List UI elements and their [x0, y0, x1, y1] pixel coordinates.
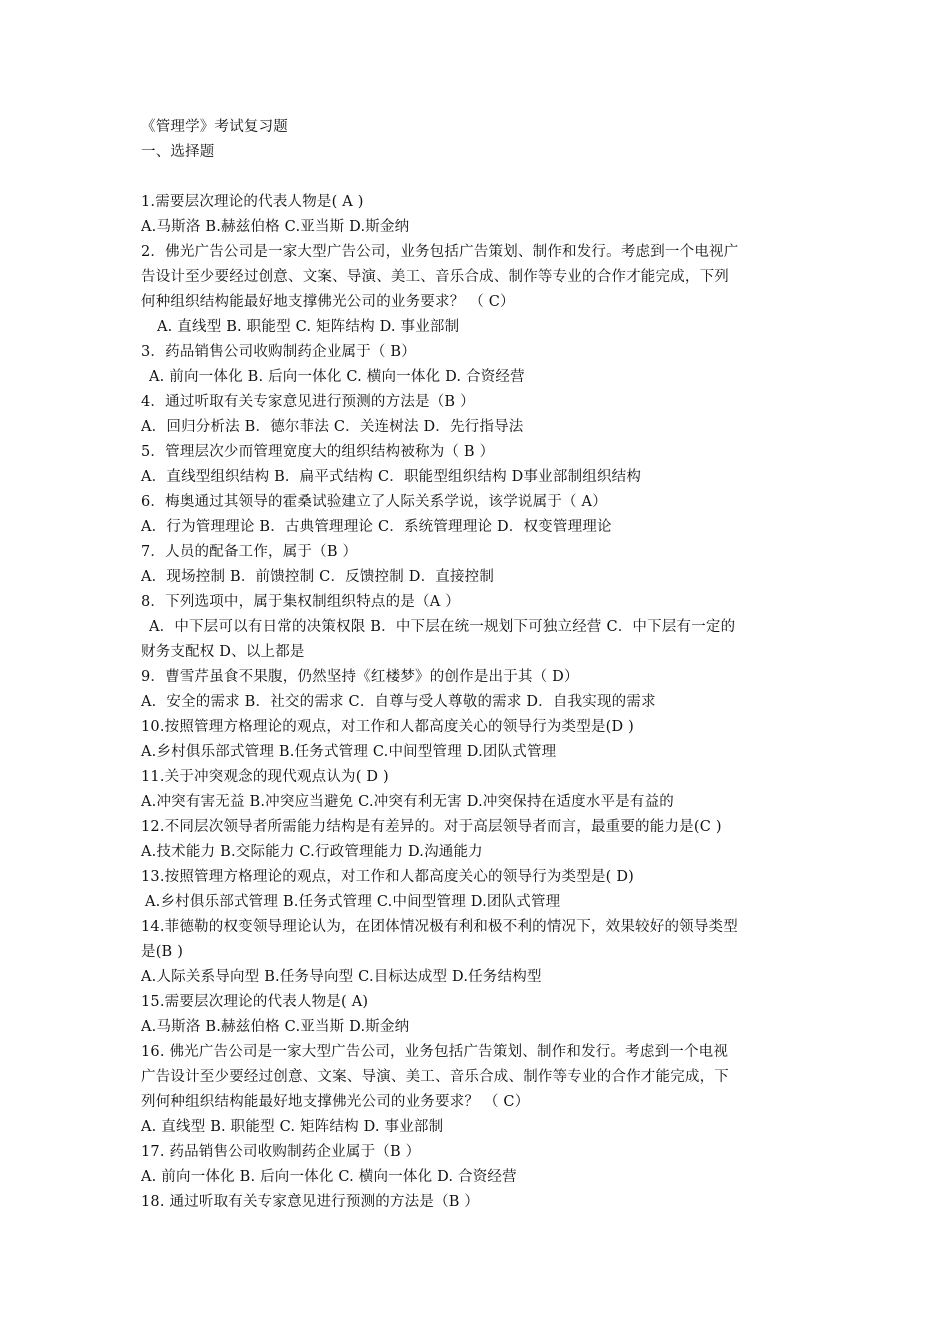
question-line: 是(B )	[141, 944, 184, 960]
options-line: A．行为管理理论 B．古典管理理论 C．系统管理理论 D．权变管理理论	[141, 519, 612, 535]
question-line: 4．通过听取有关专家意见进行预测的方法是（B ）	[141, 394, 475, 410]
question-line: 13.按照管理方格理论的观点，对工作和人都高度关心的领导行为类型是( D)	[141, 869, 635, 885]
question-line: 1.需要层次理论的代表人物是( A )	[141, 194, 364, 210]
section-heading: 一、选择题	[141, 144, 215, 160]
options-line: A．安全的需求 B．社交的需求 C．自尊与受人尊敬的需求 D．自我实现的需求	[141, 694, 656, 710]
options-line: A.冲突有害无益 B.冲突应当避免 C.冲突有利无害 D.冲突保持在适度水平是有益的	[141, 794, 674, 810]
question-line: 3．药品销售公司收购制药企业属于（ B）	[141, 344, 416, 360]
options-line: A. 直线型 B. 职能型 C. 矩阵结构 D. 事业部制	[141, 1119, 444, 1135]
question-line: 6．梅奥通过其领导的霍桑试验建立了人际关系学说，该学说属于（ A）	[141, 494, 607, 510]
blank-line	[141, 165, 813, 190]
question-line: 9．曹雪芹虽食不果腹，仍然坚持《红楼梦》的创作是出于其（ D）	[141, 669, 579, 685]
question-line: 12.不同层次领导者所需能力结构是有差异的。对于高层领导者而言，最重要的能力是(C )	[141, 819, 722, 835]
question-line: 18. 通过听取有关专家意见进行预测的方法是（B ）	[141, 1194, 480, 1210]
document-page	[141, 115, 813, 1215]
options-line: A．中下层可以有日常的决策权限 B．中下层在统一规划下可独立经营 C．中下层有一定的	[149, 619, 736, 635]
question-line: 11.关于冲突观念的现代观点认为( D )	[141, 769, 389, 785]
options-line: A. 前向一体化 B. 后向一体化 C. 横向一体化 D. 合资经营	[141, 1169, 517, 1185]
question-line: 16. 佛光广告公司是一家大型广告公司，业务包括广告策划、制作和发行。考虑到一个电视	[141, 1044, 729, 1060]
question-line: 5．管理层次少而管理宽度大的组织结构被称为（ B ）	[141, 444, 495, 460]
options-line: A．直线型组织结构 B．扁平式结构 C．职能型组织结构 D事业部制组织结构	[141, 469, 642, 485]
options-line: A.乡村俱乐部式管理 B.任务式管理 C.中间型管理 D.团队式管理	[145, 894, 561, 910]
options-line: A．现场控制 B．前馈控制 C．反馈控制 D．直接控制	[141, 569, 495, 585]
question-line: 10.按照管理方格理论的观点，对工作和人都高度关心的领导行为类型是(D )	[141, 719, 635, 735]
options-line: A．回归分析法 B．德尔菲法 C．关连树法 D．先行指导法	[141, 419, 524, 435]
question-line: 7．人员的配备工作，属于（B ）	[141, 544, 358, 560]
question-line: 15.需要层次理论的代表人物是( A)	[141, 994, 369, 1010]
options-line: A.马斯洛 B.赫兹伯格 C.亚当斯 D.斯金纳	[141, 219, 410, 235]
options-line: A.乡村俱乐部式管理 B.任务式管理 C.中间型管理 D.团队式管理	[141, 744, 557, 760]
options-line: A.技术能力 B.交际能力 C.行政管理能力 D.沟通能力	[141, 844, 483, 860]
question-line: 列何种组织结构能最好地支撑佛光公司的业务要求？ （ C）	[141, 1094, 530, 1110]
question-line: 17. 药品销售公司收购制药企业属于（B ）	[141, 1144, 421, 1160]
options-line: A. 直线型 B. 职能型 C. 矩阵结构 D. 事业部制	[157, 319, 460, 335]
options-line: A.马斯洛 B.赫兹伯格 C.亚当斯 D.斯金纳	[141, 1019, 410, 1035]
options-line: A. 前向一体化 B. 后向一体化 C. 横向一体化 D. 合资经营	[149, 369, 525, 385]
question-line: 何种组织结构能最好地支撑佛光公司的业务要求？ （ C）	[141, 294, 515, 310]
question-line: 广告设计至少要经过创意、文案、导演、美工、音乐合成、制作等专业的合作才能完成，下	[141, 1069, 729, 1085]
options-line: 财务支配权 D、以上都是	[141, 644, 305, 660]
doc-title: 《管理学》考试复习题	[141, 119, 288, 135]
question-line: 14.菲德勒的权变领导理论认为，在团体情况极有利和极不利的情况下，效果较好的领导类型	[141, 919, 738, 935]
question-line: 2．佛光广告公司是一家大型广告公司，业务包括广告策划、制作和发行。考虑到一个电视广	[141, 244, 739, 260]
question-line: 告设计至少要经过创意、文案、导演、美工、音乐合成、制作等专业的合作才能完成，下列	[141, 269, 729, 285]
question-line: 8．下列选项中，属于集权制组织特点的是（A ）	[141, 594, 460, 610]
options-line: A.人际关系导向型 B.任务导向型 C.目标达成型 D.任务结构型	[141, 969, 542, 985]
